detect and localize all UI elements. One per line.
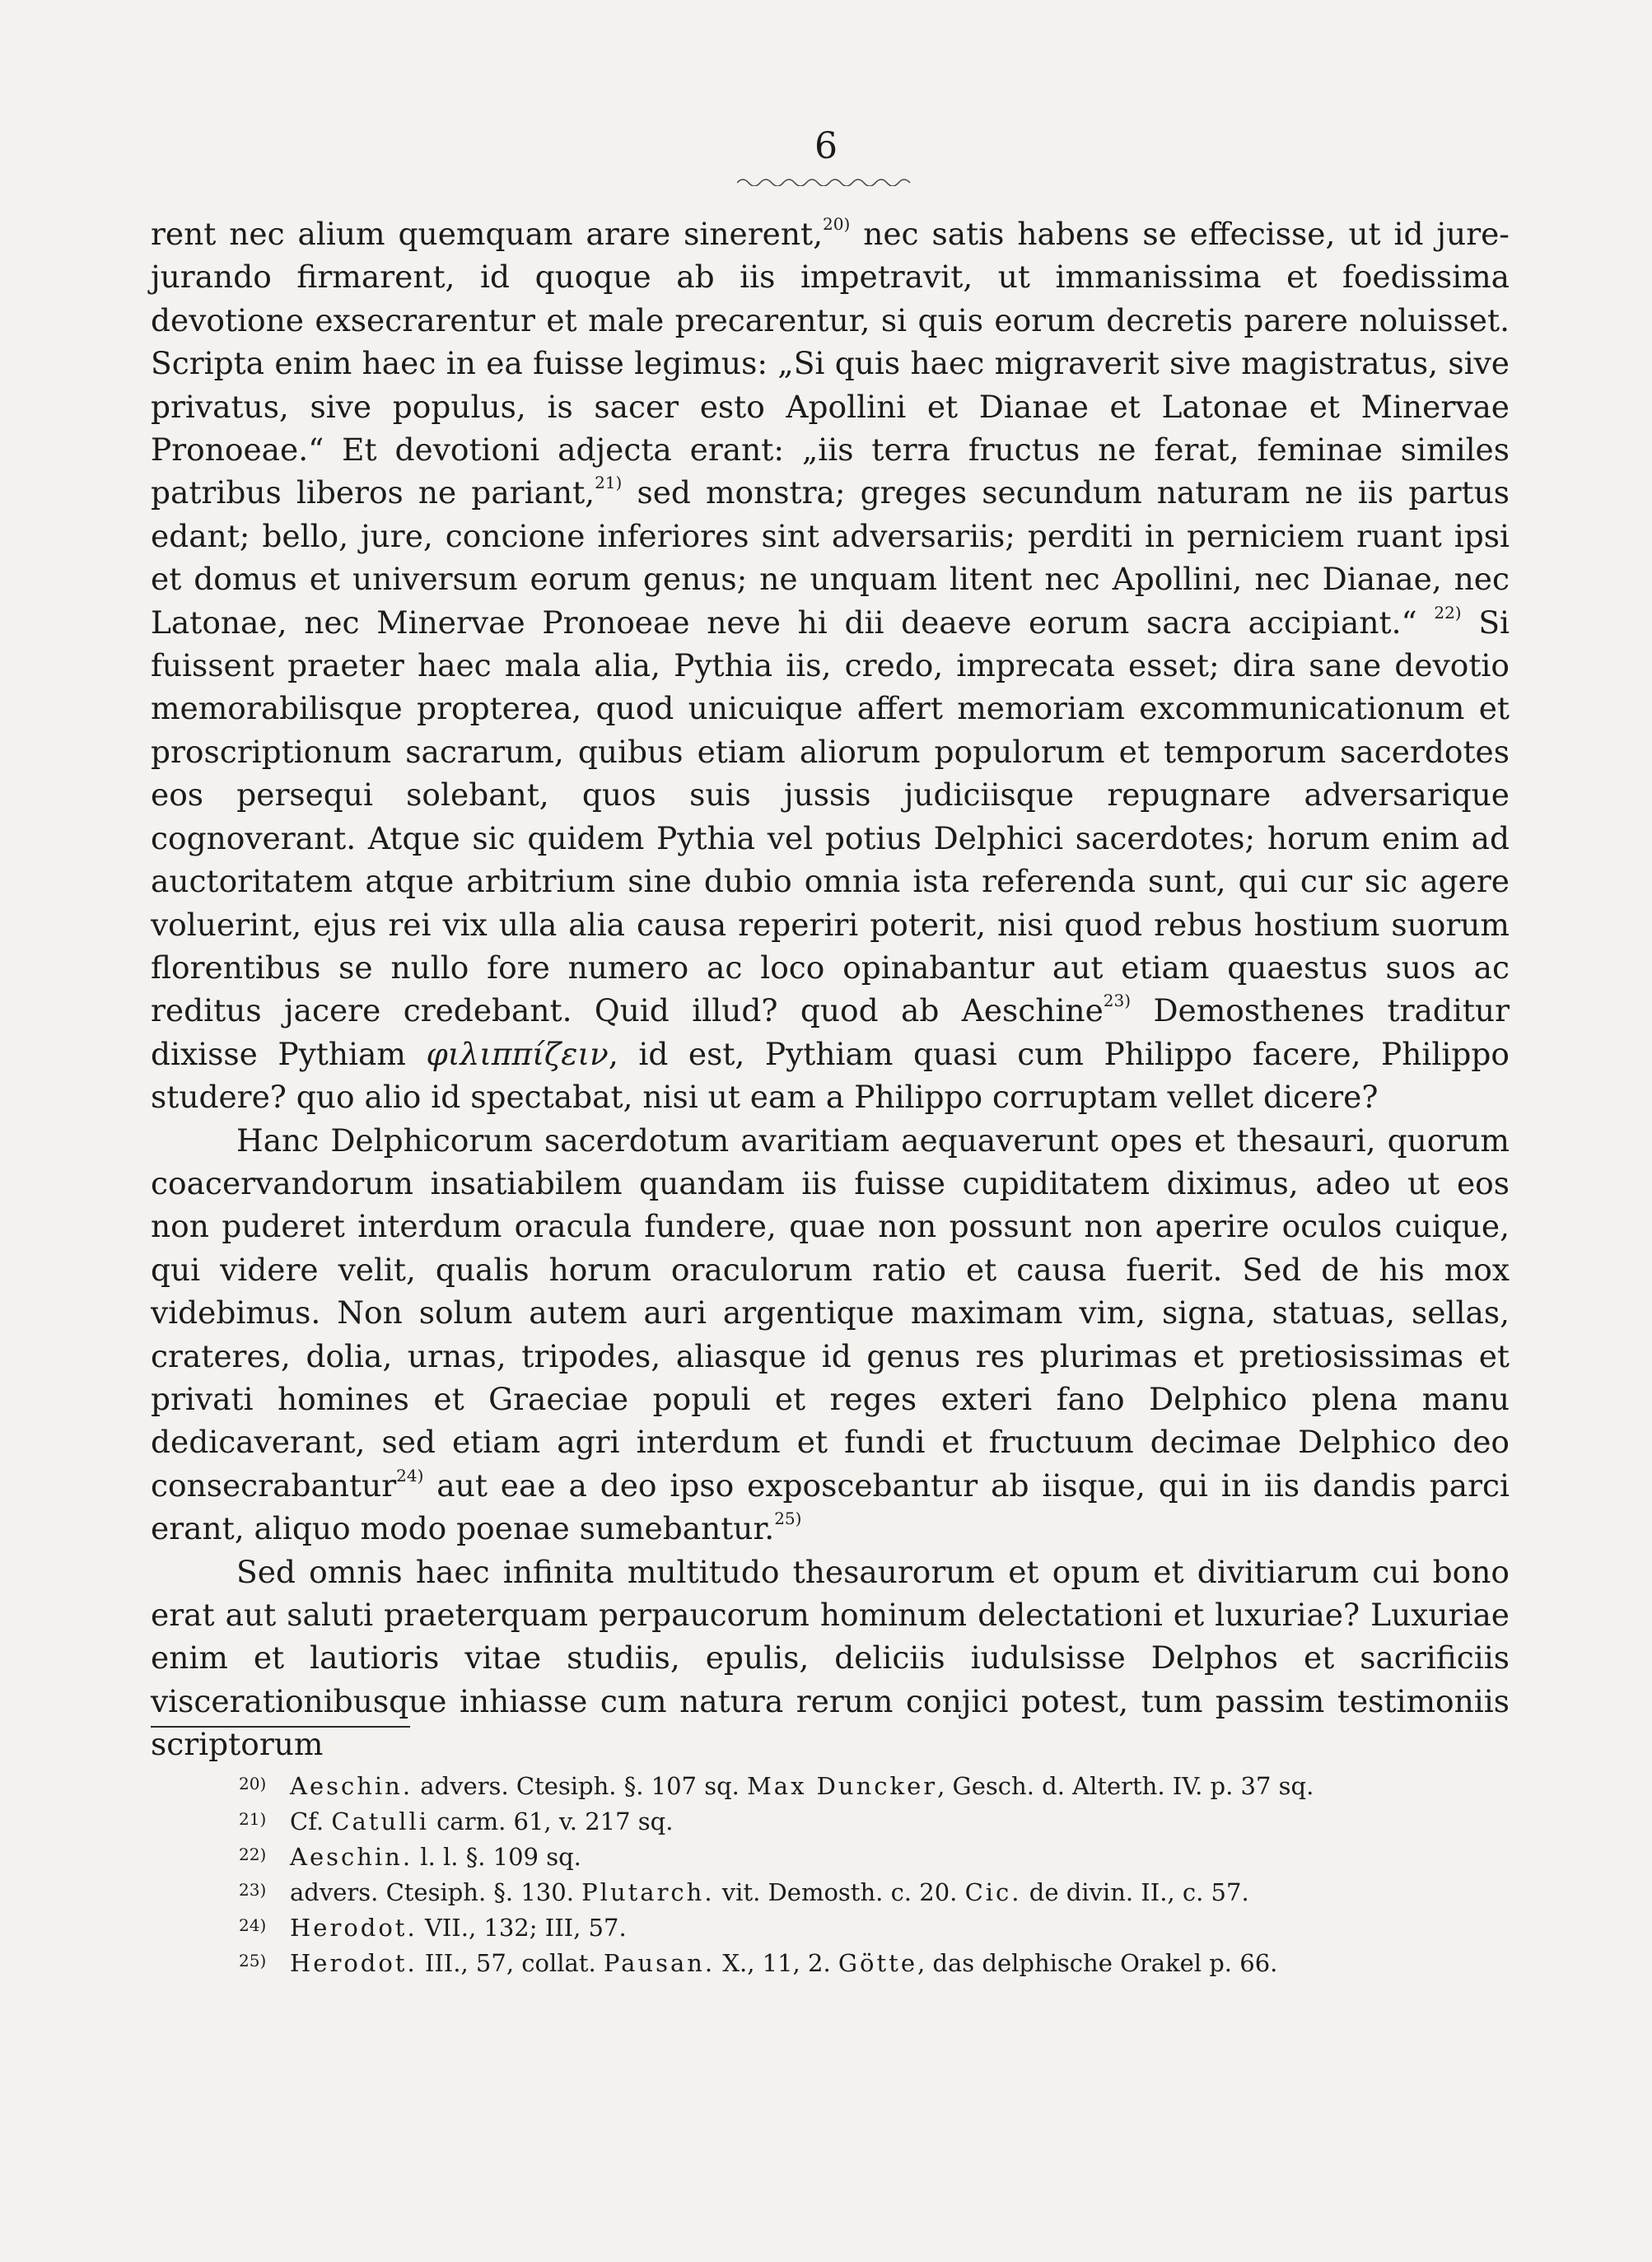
footnote-number: 20) bbox=[239, 1774, 267, 1793]
text-run: , Gesch. d. Alterth. IV. p. 37 sq. bbox=[937, 1772, 1314, 1800]
footnote bbox=[239, 1838, 1458, 1873]
text-run: III., 57, collat. bbox=[417, 1949, 604, 1977]
text-run: carm. 61, v. 217 sq. bbox=[428, 1807, 674, 1835]
footnote-number: 22) bbox=[239, 1845, 267, 1864]
text-run: nec satis habens se effecisse, ut id jure-jurando firmarent, id quoque ab iis impetravit, ut immanissima et foedissima devotione exsecrarentur et male precarentur, si quis eorum decretis parere noluisset. Scripta enim haec in ea fuisse legimus: „Si quis haec migraverit sive magistratus, sive privatus, sive populus, is sacer esto Apollini et Dianae et Latonae et Minervae Pronoeae.“ Et devotioni adjecta erant: „iis terra fructus ne ferat, feminae similes patribus liberos ne pariant, bbox=[151, 216, 1510, 511]
footnote bbox=[239, 1803, 1458, 1838]
footnote-number: 21) bbox=[239, 1809, 267, 1829]
text-run: vit. Demosth. c. 20. bbox=[714, 1878, 965, 1906]
text-run: rent nec alium quemquam arare sinerent, bbox=[151, 216, 824, 252]
footnote-ref: 22) bbox=[1434, 602, 1462, 623]
greek-word: φιλιππίζειν bbox=[426, 1035, 609, 1072]
main-text bbox=[151, 212, 1510, 1766]
footnote-number: 25) bbox=[239, 1951, 267, 1971]
text-run: de divin. II., c. 57. bbox=[1021, 1878, 1249, 1906]
decorative-wave-ornament bbox=[737, 175, 918, 186]
text-run: l. l. §. 109 sq. bbox=[413, 1843, 581, 1871]
paragraph bbox=[151, 212, 1510, 1119]
text-run: Si fuissent praeter haec mala alia, Pythia iis, credo, imprecata esset; dira sane devotio memorabilisque propterea, quod unicuique affert memoriam excommunicationum et proscriptionum sacrarum, quibus etiam aliorum populorum et temporum sacerdotes eos persequi solebant, quos suis jussis judiciisque repugnare adversarique cognoverant. Atque sic quidem Pythia vel potius Delphici sacerdotes; horum enim ad auctoritatem atque arbitrium sine dubio omnia ista referenda sunt, qui cur sic agere voluerint, ejus rei vix ulla alia causa reperiri poterit, nisi quod rebus hostium suorum florentibus se nullo fore numero ac loco opinabantur aut etiam quaestus suos ac reditus jacere credebant. Quid illud? quod ab Aeschine bbox=[151, 604, 1510, 1029]
text-run: Demosthenes traditur dixisse Pythiam bbox=[151, 992, 1510, 1072]
spaced-name: Götte bbox=[838, 1949, 917, 1977]
text-run: , id est, Pythiam quasi cum Philippo facere, Philippo studere? quo alio id spectabat, nisi ut eam a Philippo corruptam vellet dicere? bbox=[151, 1035, 1510, 1116]
text-run: Hanc Delphicorum sacerdotum avaritiam aequaverunt opes et thesauri, quorum coacervandorum insatiabilem quandam iis fuisse cupiditatem diximus, adeo ut eos non puderet interdum oracula fundere, quae non possunt non aperire oculos cuique, qui videre velit, qualis horum oraculorum ratio et causa fuerit. Sed de his mox videbimus. Non solum autem auri argentique maximam vim, signa, statuas, sellas, crateres, dolia, urnas, tripodes, aliasque id genus res plurimas et pretiosissimas et privati homines et Graeciae populi et reges exteri fano Delphico plena manu dedicaverant, sed etiam agri interdum et fundi et fructuum decimae Delphico deo consecrabantur bbox=[151, 1122, 1510, 1504]
footnote bbox=[239, 1944, 1458, 1980]
text-run: advers. Ctesiph. §. 107 sq. bbox=[413, 1772, 748, 1800]
footnote-number: 24) bbox=[239, 1915, 267, 1935]
spaced-name: Plutarch. bbox=[581, 1878, 715, 1906]
spaced-name: Herodot. bbox=[290, 1949, 418, 1977]
text-run: , das delphische Orakel p. 66. bbox=[917, 1949, 1278, 1977]
footnote bbox=[239, 1873, 1458, 1909]
spaced-name: Aeschin. bbox=[290, 1772, 413, 1800]
footnote-ref: 25) bbox=[774, 1509, 802, 1529]
footnote-ref: 24) bbox=[396, 1465, 424, 1485]
footnote-ref: 20) bbox=[823, 214, 851, 234]
text-run: sed monstra; greges secundum naturam ne iis partus edant; bello, jure, concione inferiores sint adversariis; perditi in perniciem ruant ipsi et domus et universum eorum genus; ne unquam litent nec Apollini, nec Dianae, nec Latonae, nec Minervae Pronoeae neve hi dii deaeve eorum sacra accipiant.“ bbox=[151, 474, 1510, 641]
text-run: VII., 132; III, 57. bbox=[417, 1914, 627, 1942]
paragraph bbox=[151, 1119, 1510, 1551]
spaced-name: Herodot. bbox=[290, 1914, 418, 1942]
page-number: 6 bbox=[814, 125, 838, 167]
spaced-name: Max Duncker bbox=[747, 1772, 938, 1800]
footnote-number: 23) bbox=[239, 1880, 267, 1900]
text-run: X., 11, 2. bbox=[715, 1949, 838, 1977]
footnote-ref: 21) bbox=[595, 473, 623, 493]
spaced-name: Aeschin. bbox=[290, 1843, 413, 1871]
footnote bbox=[239, 1909, 1458, 1944]
spaced-name: Cic. bbox=[964, 1878, 1022, 1906]
text-run: aut eae a deo ipso exposcebantur ab iisque, qui in iis dandis parci erant, aliquo modo poenae sumebantur. bbox=[151, 1467, 1510, 1547]
paragraph bbox=[151, 1551, 1510, 1766]
footnote bbox=[239, 1767, 1458, 1803]
spaced-name: Catulli bbox=[331, 1807, 429, 1835]
footnote-ref: 23) bbox=[1103, 991, 1132, 1011]
text-run: advers. Ctesiph. §. 130. bbox=[290, 1878, 582, 1906]
footnotes bbox=[239, 1767, 1458, 1980]
spaced-name: Pausan. bbox=[603, 1949, 716, 1977]
footnote-separator bbox=[151, 1726, 410, 1728]
text-run: Cf. bbox=[290, 1807, 332, 1835]
text-run: Sed omnis haec infinita multitudo thesaurorum et opum et divitiarum cui bono erat aut saluti praeterquam perpaucorum hominum delectationi et luxuriae? Luxuriae enim et lautioris vitae studiis, epulis, deliciis iudulsisse Delphos et sacrificiis viscerationibusque inhiasse cum natura rerum conjici potest, tum passim testimoniis scriptorum bbox=[151, 1553, 1510, 1763]
